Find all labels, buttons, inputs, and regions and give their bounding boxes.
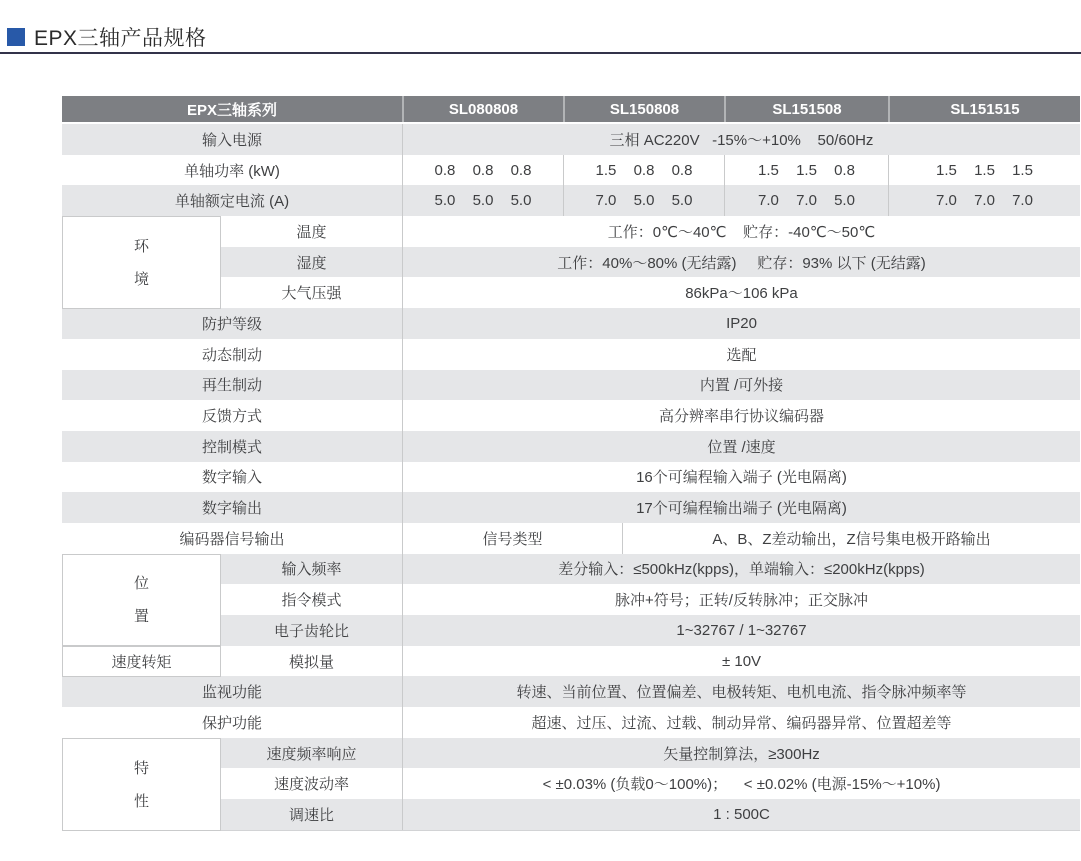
page-title: EPX三轴产品规格: [34, 27, 207, 50]
row-value: 矢量控制算法，≥300Hz: [402, 738, 1080, 769]
row-sub-label: 信号类型: [402, 523, 622, 554]
row-label: 湿度: [296, 254, 327, 272]
row-label: 反馈方式: [201, 408, 262, 426]
group-label: 位置: [133, 575, 149, 625]
section-title-bar: [0, 0, 1081, 50]
group-cell-speed-torque: [62, 646, 221, 677]
table-row-axis-current: [62, 185, 1080, 216]
row-label: 模拟量: [288, 653, 334, 671]
row-value: 1 : 500C: [402, 799, 1080, 830]
table-row-monitor: [62, 676, 1080, 707]
table-row-control-mode: [62, 431, 1080, 462]
row-label: 输入频率: [281, 561, 342, 579]
row-label: 编码器信号输出: [179, 530, 285, 548]
row-label: 单轴功率 (kW): [184, 162, 280, 180]
row-label: 控制模式: [201, 438, 262, 456]
row-value: 转速、当前位置、位置偏差、电极转矩、电机电流、指令脉冲频率等: [402, 676, 1080, 707]
group-label: 环境: [133, 237, 149, 288]
section-marker-icon: [7, 28, 25, 46]
table-row-regen-brake: [62, 370, 1080, 401]
row-label: 再生制动: [201, 377, 262, 395]
title-underline: [0, 52, 1081, 54]
row-label: 防护等级: [201, 315, 262, 333]
table-row-encoder-output: [62, 523, 1080, 554]
row-label: 保护功能: [201, 714, 262, 732]
row-value: < ±0.03% (负载0～100%)； < ±0.02% (电源-15%～+10%): [402, 768, 1080, 799]
row-value: 工作：40%～80% (无结露) 贮存：93% 以下 (无结露): [402, 247, 1080, 278]
group-cell-environment: [62, 216, 221, 309]
row-label: 动态制动: [201, 346, 262, 364]
row-label: 电子齿轮比: [273, 622, 349, 640]
row-value: 位置 /速度: [402, 431, 1080, 462]
row-label: 大气压强: [281, 285, 342, 303]
cell-value: 7.0 7.0 7.0: [888, 185, 1080, 216]
table-row-protect: [62, 707, 1080, 738]
row-label: 速度波动率: [273, 776, 349, 794]
row-label: 单轴额定电流 (A): [174, 193, 290, 211]
row-value: 差分输入：≤500kHz(kpps)，单端输入：≤200kHz(kpps): [402, 554, 1080, 585]
table-row-digital-input: [62, 462, 1080, 493]
spec-table: [62, 96, 1080, 831]
cell-value: 0.8 0.8 0.8: [402, 155, 563, 186]
table-row-dynamic-brake: [62, 339, 1080, 370]
row-label: 调速比: [288, 806, 334, 824]
row-label: 速度频率响应: [266, 745, 357, 763]
cell-value: 1.5 1.5 1.5: [888, 155, 1080, 186]
table-row-feedback: [62, 400, 1080, 431]
cell-value: 7.0 5.0 5.0: [563, 185, 724, 216]
row-label: 温度: [296, 223, 327, 241]
table-row-axis-power: [62, 155, 1080, 186]
cell-value: 1.5 0.8 0.8: [563, 155, 724, 186]
row-value: 脉冲+符号；正转/反转脉冲；正交脉冲: [402, 584, 1080, 615]
row-value: 高分辨率串行协议编码器: [402, 400, 1080, 431]
header-model-sl150808: SL150808: [563, 96, 724, 122]
row-value: 86kPa～106 kPa: [402, 277, 1080, 308]
table-row-digital-output: [62, 492, 1080, 523]
row-label: 数字输出: [201, 500, 262, 518]
cell-value: 1.5 1.5 0.8: [724, 155, 888, 186]
cell-value: 7.0 7.0 5.0: [724, 185, 888, 216]
table-row-input-power: [62, 124, 1080, 155]
group-cell-characteristics: [62, 738, 221, 831]
row-value: IP20: [402, 308, 1080, 339]
row-label: 数字输入: [201, 469, 262, 487]
header-model-sl080808: SL080808: [402, 96, 563, 122]
table-row-protection-level: [62, 308, 1080, 339]
group-label: 速度转矩: [111, 654, 172, 671]
row-label: 监视功能: [201, 684, 262, 702]
table-header-row: [62, 96, 1080, 124]
row-value: 17个可编程输出端子 (光电隔离): [402, 492, 1080, 523]
row-value: 工作：0℃～40℃ 贮存：-40℃～50℃: [402, 216, 1080, 247]
row-value: ± 10V: [402, 646, 1080, 677]
row-label: 指令模式: [281, 592, 342, 610]
row-value: 三相 AC220V -15%～+10% 50/60Hz: [402, 124, 1080, 155]
header-model-sl151515: SL151515: [888, 96, 1080, 122]
row-value: 超速、过压、过流、过载、制动异常、编码器异常、位置超差等: [402, 707, 1080, 738]
group-cell-position: [62, 554, 221, 646]
header-series: EPX三轴系列: [186, 101, 277, 119]
header-model-sl151508: SL151508: [724, 96, 888, 122]
row-value: 内置 /可外接: [402, 370, 1080, 401]
row-value: 1~32767 / 1~32767: [402, 615, 1080, 646]
row-value: 16个可编程输入端子 (光电隔离): [402, 462, 1080, 493]
row-value: A、B、Z差动输出，Z信号集电极开路输出: [622, 523, 1080, 554]
group-label: 特性: [133, 759, 149, 810]
row-value: 选配: [402, 339, 1080, 370]
cell-value: 5.0 5.0 5.0: [402, 185, 563, 216]
row-label: 输入电源: [201, 131, 262, 149]
